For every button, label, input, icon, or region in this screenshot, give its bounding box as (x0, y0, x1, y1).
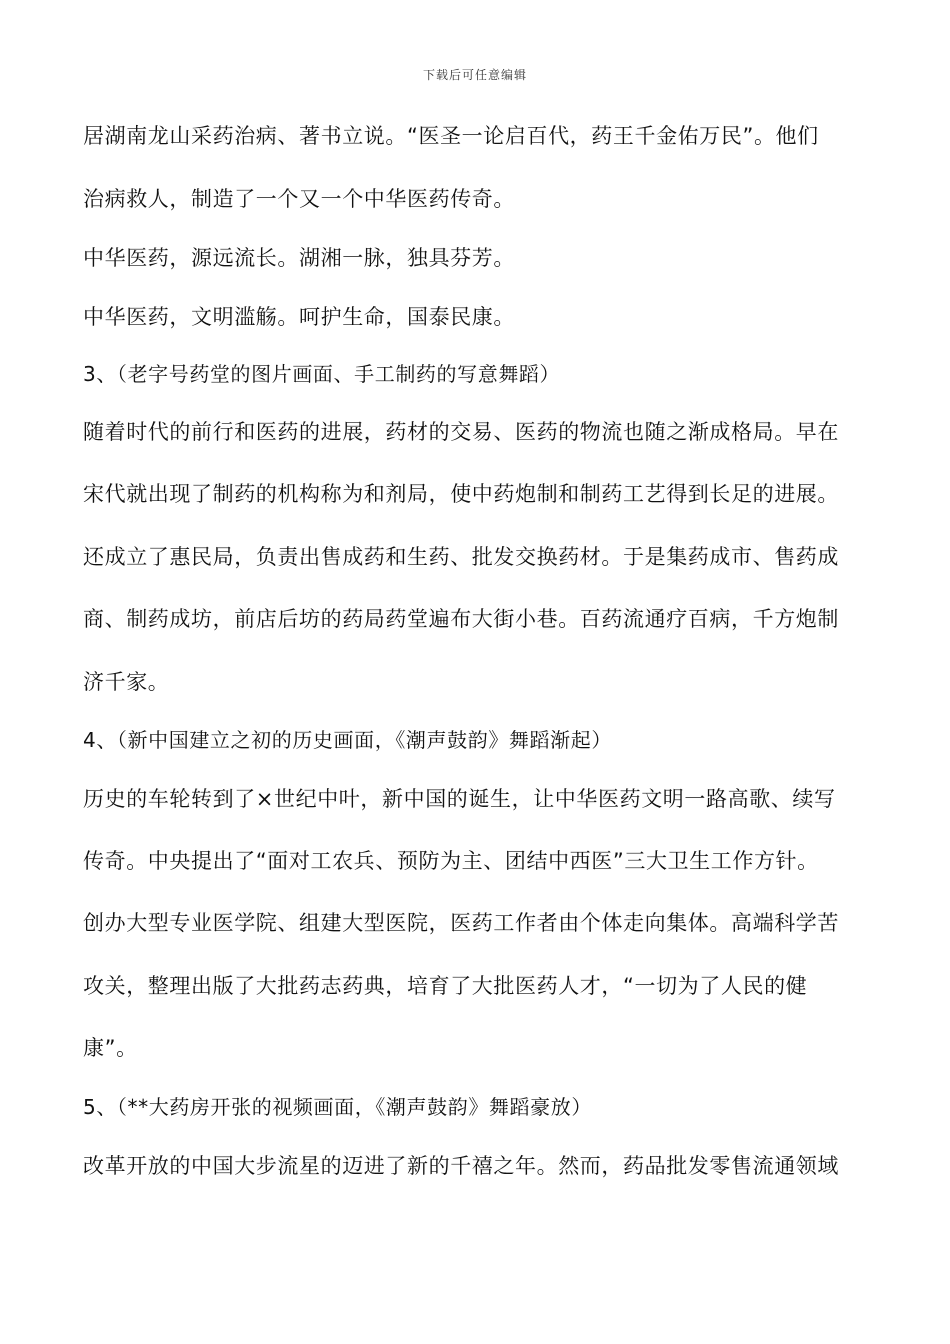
paragraph-line: 传奇。中央提出了“面对工农兵、预防为主、团结中西医”三大卫生工作方针。 (83, 849, 819, 873)
section-heading-4: 4、（新中国建立之初的历史画面，《潮声鼓韵》舞蹈渐起） (83, 728, 612, 752)
paragraph-line: 中华医药，文明滥觞。呵护生命，国泰民康。 (83, 305, 515, 329)
paragraph-line: 还成立了惠民局，负责出售成药和生药、批发交换药材。于是集药成市、售药成 (83, 545, 839, 569)
page-header: 下载后可任意编辑 (422, 68, 527, 82)
paragraph-line: 宋代就出现了制药的机构称为和剂局，使中药炮制和制药工艺得到长足的进展。 (83, 482, 839, 506)
paragraph-line: 治病救人，制造了一个又一个中华医药传奇。 (83, 187, 515, 211)
paragraph-line: 攻关，整理出版了大批药志药典，培育了大批医药人才，“一切为了人民的健 (83, 974, 808, 998)
paragraph-line: 济千家。 (83, 670, 170, 694)
paragraph-line: 中华医药，源远流长。湖湘一脉，独具芬芳。 (83, 246, 515, 270)
paragraph-line: 随着时代的前行和医药的进展，药材的交易、医药的物流也随之渐成格局。早在 (83, 420, 839, 444)
paragraph-line: 历史的车轮转到了×世纪中叶，新中国的诞生，让中华医药文明一路高歌、续写 (83, 787, 836, 811)
section-heading-5: 5、（**大药房开张的视频画面，《潮声鼓韵》舞蹈豪放） (83, 1095, 592, 1119)
paragraph-line: 居湖南龙山采药治病、著书立说。“医圣一论启百代，药王千金佑万民”。他们 (83, 124, 819, 148)
paragraph-line: 商、制药成坊，前店后坊的药局药堂遍布大街小巷。百药流通疗百病，千方炮制 (83, 607, 839, 631)
paragraph-line: 改革开放的中国大步流星的迈进了新的千禧之年。然而，药品批发零售流通领域 (83, 1154, 839, 1178)
section-heading-3: 3、（老字号药堂的图片画面、手工制药的写意舞蹈） (83, 362, 561, 386)
paragraph-line: 康”。 (83, 1036, 138, 1060)
paragraph-line: 创办大型专业医学院、组建大型医院，医药工作者由个体走向集体。高端科学苦 (83, 911, 839, 935)
